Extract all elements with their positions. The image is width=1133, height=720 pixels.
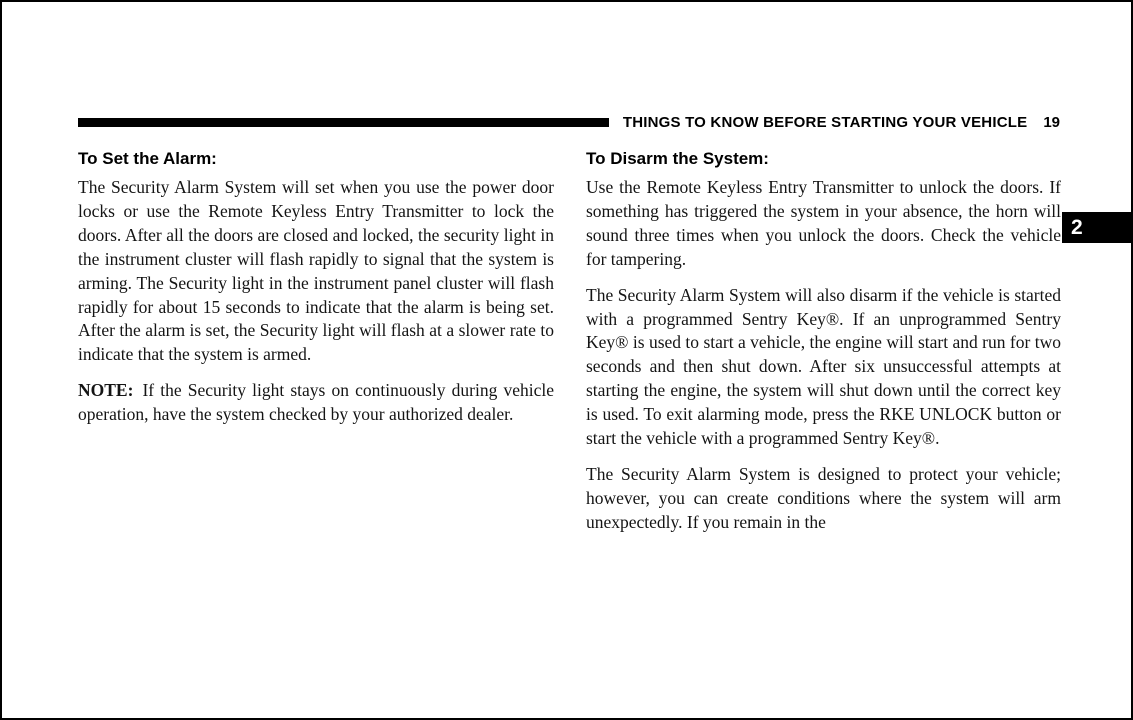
left-column (78, 149, 554, 439)
chapter-tab-label: 2 (1071, 215, 1083, 239)
note-label: NOTE: (78, 380, 134, 401)
note-text: If the Security light stays on continuously during vehicle operation, have the system checked by your authorized dealer. (78, 380, 554, 425)
paragraph-disarm-2: The Security Alarm System will also disarm if the vehicle is started with a programmed Sentry Key®. If an unprogrammed Sentry Key® is used to start a vehicle, the engine will start and run for two seconds and then shut down. After six unsuccessful attempts at starting the engine, the system will shut down until the correct key is used. To exit alarming mode, press the RKE UNLOCK button or start the vehicle with a programmed Sentry Key®. (586, 284, 1061, 449)
page-number: 19 (1043, 114, 1060, 131)
section-heading-disarm-system: To Disarm the System: (586, 149, 769, 168)
paragraph-disarm-1: Use the Remote Keyless Entry Transmitter to unlock the doors. If something has triggered the system in your absence, the horn will sound three times when you unlock the doors. Check the vehicle for tampering. (586, 177, 1061, 269)
page-header (78, 114, 1060, 131)
chapter-tab (1062, 212, 1131, 243)
header-title: THINGS TO KNOW BEFORE STARTING YOUR VEHICLE (622, 114, 1028, 131)
paragraph-disarm-3: The Security Alarm System is designed to protect your vehicle; however, you can create conditions where the system will arm unexpectedly. If you remain in the (586, 463, 1061, 532)
paragraph-set-alarm: The Security Alarm System will set when you use the power door locks or use the Remote Keyless Entry Transmitter to lock the doors. After all the doors are closed and locked, the security light in the instrument cluster will flash rapidly to signal that the system is arming. The Security light in the instrument panel cluster will flash rapidly for about 15 seconds to indicate that the alarm is being set. After the alarm is set, the Security light will flash at a slower rate to indicate that the system is armed. (78, 177, 554, 365)
section-heading-set-alarm: To Set the Alarm: (78, 149, 217, 168)
right-column (586, 149, 1061, 547)
header-rule (78, 118, 609, 127)
paragraph-note (78, 379, 554, 427)
